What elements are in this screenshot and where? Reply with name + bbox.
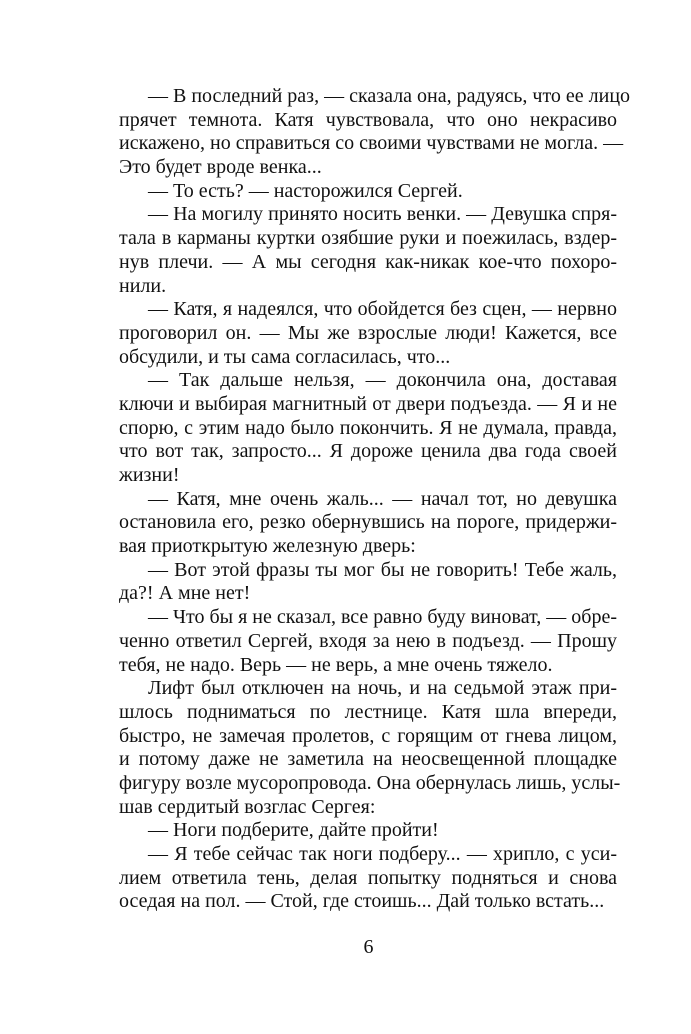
text-line: да?! А мне нет! <box>119 582 251 605</box>
text-line: тала в карманы куртки озябшие руки и поежилась, вздер- <box>119 227 617 250</box>
text-line: оседая на пол. — Стой, где стоишь... Дай только встать... <box>119 890 605 913</box>
text-line: тебя, не надо. Верь — не верь, а мне очень тяжело. <box>119 653 553 676</box>
text-line: — Ноги подберите, дайте пройти! <box>148 819 439 842</box>
paragraph <box>119 180 617 204</box>
text-line: искажено, но справиться со своими чувствами не могла. — <box>119 132 624 155</box>
text-line: что вот так, запросто... Я дороже ценила два года своей <box>119 440 617 463</box>
text-line: шав сердитый возглас Сергея: <box>119 795 376 818</box>
text-line: — Что бы я не сказал, все равно буду виноват, — обре- <box>148 606 617 629</box>
text-line: фигуру возле мусоропровода. Она обернулась лишь, услы- <box>119 771 621 794</box>
paragraph <box>119 488 617 559</box>
paragraph <box>119 85 631 180</box>
text-line: Это будет вроде венка... <box>119 156 322 179</box>
paragraph <box>119 559 617 606</box>
text-line: — На могилу принято носить венки. — Девушка спря- <box>148 203 617 226</box>
text-line: остановила его, резко обернувшись на пороге, придержи- <box>119 511 617 534</box>
text-line: лием ответила тень, делая попытку подняться и снова <box>119 866 617 889</box>
paragraph <box>119 819 617 843</box>
page-body-text <box>119 85 631 914</box>
text-line: — Катя, мне очень жаль... — начал тот, но девушка <box>148 487 617 510</box>
text-line: — В последний раз, — сказала она, радуясь, что ее лицо <box>148 85 631 107</box>
text-line: — Я тебе сейчас так ноги подберу... — хрипло, с уси- <box>148 843 617 865</box>
page-number: 6 <box>363 936 374 958</box>
text-line: ключи и выбирая магнитный от двери подъезда. — Я и не <box>119 392 617 415</box>
paragraph <box>119 203 617 298</box>
text-line: Лифт был отключен на ночь, и на седьмой этаж при- <box>148 677 617 700</box>
paragraph <box>119 677 621 819</box>
paragraph <box>119 369 617 487</box>
text-line: нили. <box>119 274 167 297</box>
text-line: прячет темнота. Катя чувствовала, что оно некрасиво <box>119 108 617 131</box>
paragraph <box>119 606 617 677</box>
text-line: быстро, не замечая пролетов, с горящим от гнева лицом, <box>119 724 617 747</box>
text-line: вая приоткрытую железную дверь: <box>119 535 416 558</box>
text-line: и потому даже не заметила на неосвещенной площадке <box>119 748 617 771</box>
paragraph <box>119 843 617 914</box>
text-line: — Так дальше нельзя, — докончила она, доставая <box>148 369 617 392</box>
text-line: нув плечи. — А мы сегодня как-никак кое-что похоро- <box>119 250 617 273</box>
text-line: ченно ответил Сергей, входя за нею в подъезд. — Прошу <box>119 629 617 652</box>
text-line: спорю, с этим надо было покончить. Я не думала, правда, <box>119 416 617 439</box>
text-line: проговорил он. — Мы же взрослые люди! Кажется, все <box>119 321 617 344</box>
text-line: — Катя, я надеялся, что обойдется без сцен, — нервно <box>148 298 617 321</box>
paragraph <box>119 298 617 369</box>
text-line: — Вот этой фразы ты мог бы не говорить! Тебе жаль, <box>148 558 617 581</box>
text-line: обсудили, и ты сама согласилась, что... <box>119 345 451 368</box>
text-line: — То есть? — насторожился Сергей. <box>148 179 463 202</box>
text-line: жизни! <box>119 464 180 486</box>
text-line: шлось подниматься по лестнице. Катя шла впереди, <box>119 700 617 723</box>
